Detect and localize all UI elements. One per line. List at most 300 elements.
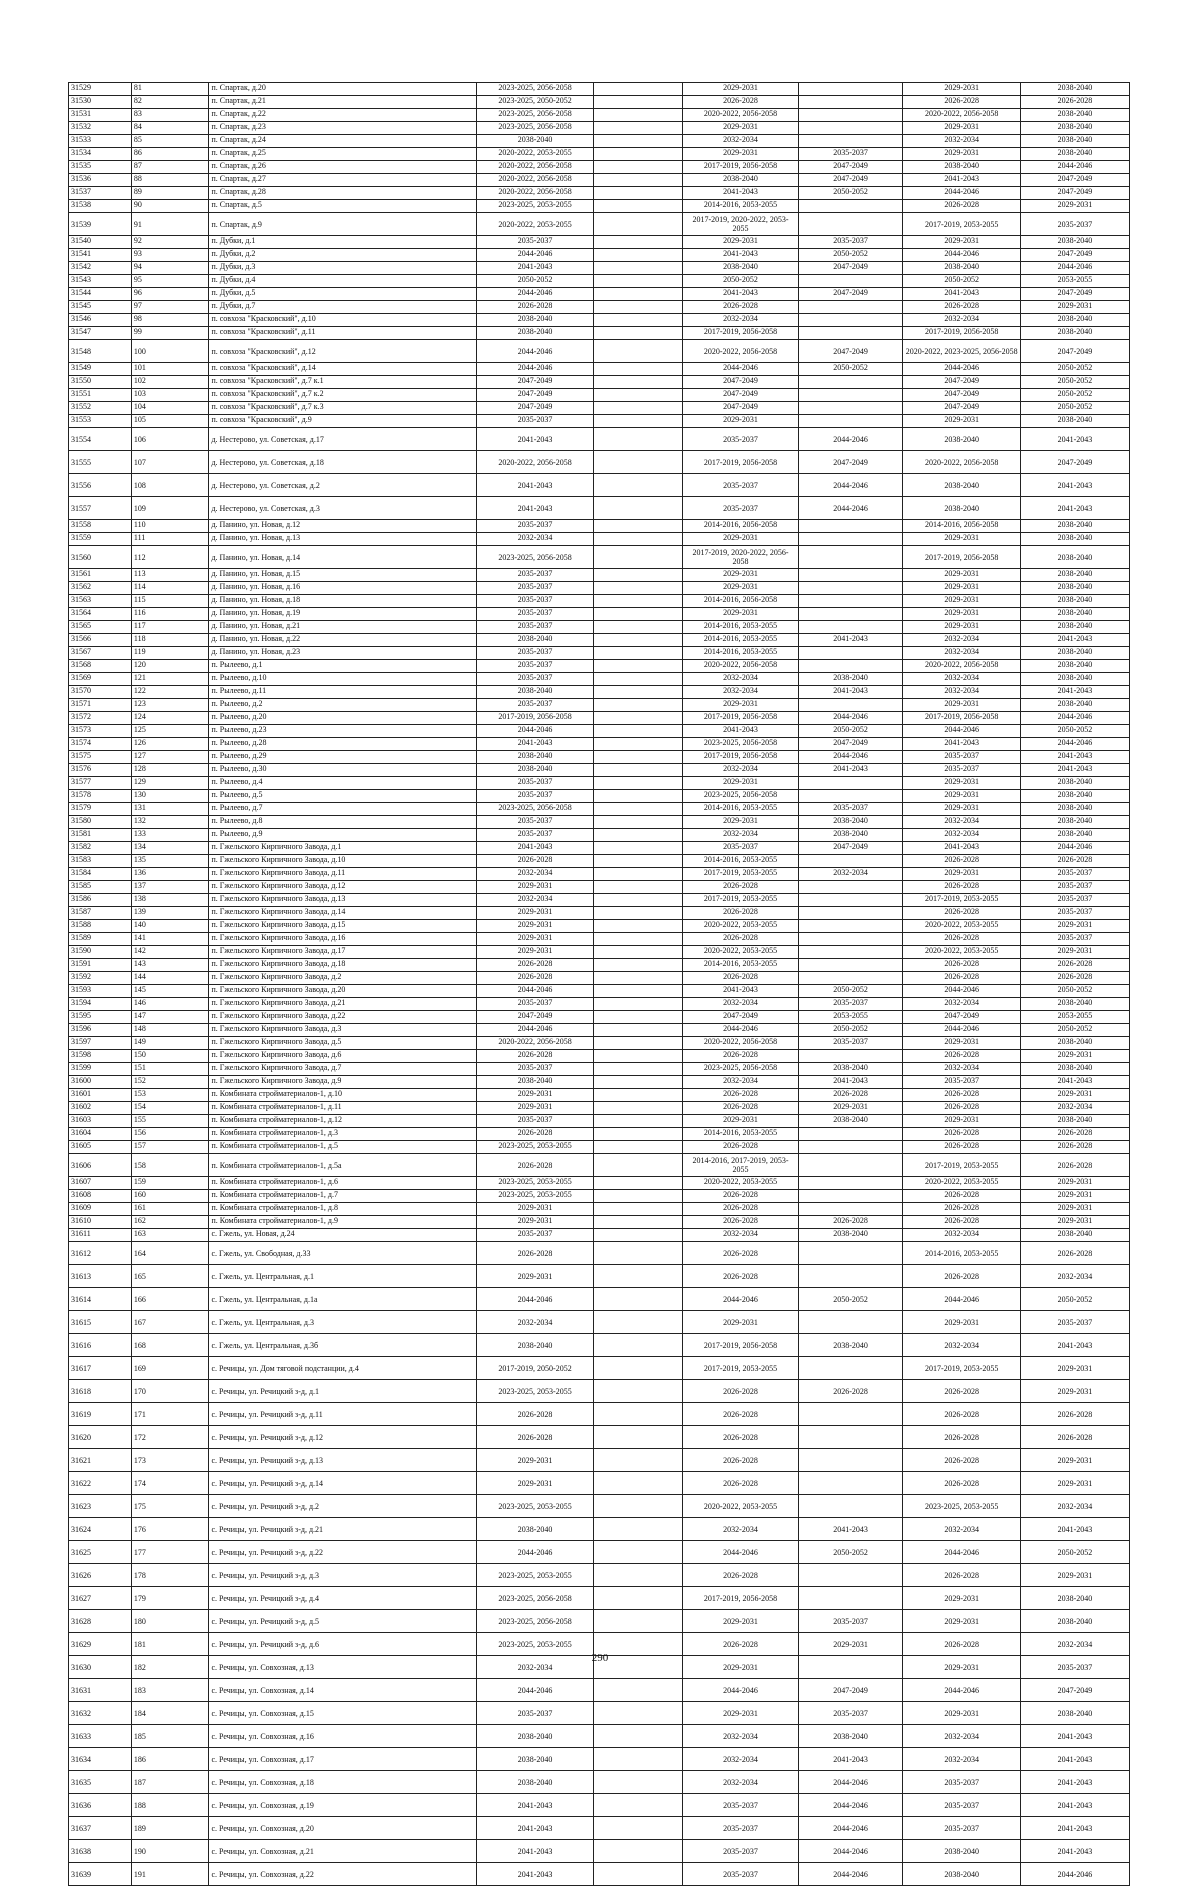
cell-address: с. Речицы, ул. Речицкий з-д, д.1 xyxy=(209,1380,476,1403)
cell-row-number: 140 xyxy=(131,920,209,933)
cell-row-number: 136 xyxy=(131,868,209,881)
cell-period-col-1: 2035-2037 xyxy=(476,1115,593,1128)
cell-address: п. Гжельского Кирпичного Завода, д.13 xyxy=(209,894,476,907)
cell-period-col-1: 2041-2043 xyxy=(476,738,593,751)
cell-address: п. Рылеево, д.8 xyxy=(209,816,476,829)
cell-address: п. Гжельского Кирпичного Завода, д.10 xyxy=(209,855,476,868)
cell-period-col-5: 2026-2028 xyxy=(903,1564,1020,1587)
cell-period-col-1: 2023-2025, 2053-2055 xyxy=(476,1564,593,1587)
table-row xyxy=(69,200,1130,213)
cell-period-col-3: 2026-2028 xyxy=(683,1403,798,1426)
cell-period-col-4: 2047-2049 xyxy=(798,340,903,363)
table-row xyxy=(69,402,1130,415)
cell-period-col-6: 2026-2028 xyxy=(1020,972,1129,985)
cell-period-col-5: 2035-2037 xyxy=(903,1076,1020,1089)
cell-period-col-2 xyxy=(594,920,683,933)
cell-period-col-2 xyxy=(594,451,683,474)
cell-row-number: 87 xyxy=(131,161,209,174)
cell-period-col-4 xyxy=(798,546,903,569)
cell-row-number: 105 xyxy=(131,415,209,428)
cell-period-col-2 xyxy=(594,1725,683,1748)
table-row xyxy=(69,1177,1130,1190)
cell-record-id: 31548 xyxy=(69,340,132,363)
cell-period-col-1: 2044-2046 xyxy=(476,340,593,363)
cell-row-number: 173 xyxy=(131,1449,209,1472)
cell-period-col-3: 2014-2016, 2053-2055 xyxy=(683,621,798,634)
cell-row-number: 147 xyxy=(131,1011,209,1024)
cell-record-id: 31614 xyxy=(69,1288,132,1311)
cell-period-col-6: 2038-2040 xyxy=(1020,83,1129,96)
cell-record-id: 31545 xyxy=(69,301,132,314)
cell-period-col-6: 2038-2040 xyxy=(1020,829,1129,842)
cell-period-col-6: 2038-2040 xyxy=(1020,109,1129,122)
cell-record-id: 31619 xyxy=(69,1403,132,1426)
cell-address: п. Спартак, д.25 xyxy=(209,148,476,161)
cell-record-id: 31597 xyxy=(69,1037,132,1050)
cell-period-col-1: 2023-2025, 2056-2058 xyxy=(476,83,593,96)
cell-period-col-2 xyxy=(594,803,683,816)
cell-period-col-1: 2026-2028 xyxy=(476,972,593,985)
cell-period-col-3: 2032-2034 xyxy=(683,673,798,686)
cell-period-col-3: 2029-2031 xyxy=(683,582,798,595)
cell-period-col-6: 2038-2040 xyxy=(1020,803,1129,816)
cell-period-col-3: 2050-2052 xyxy=(683,275,798,288)
cell-address: п. Рылеево, д.29 xyxy=(209,751,476,764)
cell-address: с. Речицы, ул. Речицкий з-д, д.21 xyxy=(209,1518,476,1541)
cell-row-number: 133 xyxy=(131,829,209,842)
cell-period-col-1: 2020-2022, 2053-2055 xyxy=(476,148,593,161)
cell-period-col-1: 2035-2037 xyxy=(476,569,593,582)
cell-row-number: 115 xyxy=(131,595,209,608)
table-row xyxy=(69,608,1130,621)
cell-period-col-5: 2029-2031 xyxy=(903,868,1020,881)
cell-period-col-5: 2044-2046 xyxy=(903,363,1020,376)
cell-address: с. Гжель, ул. Центральная, д.1 xyxy=(209,1265,476,1288)
cell-row-number: 171 xyxy=(131,1403,209,1426)
cell-row-number: 106 xyxy=(131,428,209,451)
cell-address: с. Речицы, ул. Речицкий з-д, д.3 xyxy=(209,1564,476,1587)
cell-address: д. Панино, ул. Новая, д.22 xyxy=(209,634,476,647)
cell-period-col-4: 2035-2037 xyxy=(798,1037,903,1050)
cell-period-col-4 xyxy=(798,533,903,546)
cell-period-col-4 xyxy=(798,1050,903,1063)
cell-address: с. Гжель, ул. Центральная, д.3 xyxy=(209,1311,476,1334)
cell-period-col-6: 2050-2052 xyxy=(1020,389,1129,402)
cell-row-number: 128 xyxy=(131,764,209,777)
cell-period-col-2 xyxy=(594,660,683,673)
cell-period-col-6: 2026-2028 xyxy=(1020,96,1129,109)
table-row xyxy=(69,1334,1130,1357)
cell-period-col-6: 2041-2043 xyxy=(1020,474,1129,497)
cell-period-col-2 xyxy=(594,122,683,135)
cell-period-col-5: 2032-2034 xyxy=(903,1334,1020,1357)
cell-address: д. Панино, ул. Новая, д.23 xyxy=(209,647,476,660)
cell-period-col-2 xyxy=(594,1050,683,1063)
table-row xyxy=(69,1011,1130,1024)
cell-period-col-6: 2047-2049 xyxy=(1020,340,1129,363)
cell-period-col-2 xyxy=(594,83,683,96)
cell-period-col-6: 2038-2040 xyxy=(1020,1115,1129,1128)
cell-period-col-4 xyxy=(798,1190,903,1203)
cell-period-col-1: 2035-2037 xyxy=(476,520,593,533)
cell-period-col-6: 2035-2037 xyxy=(1020,868,1129,881)
cell-address: с. Гжель, ул. Центральная, д.1а xyxy=(209,1288,476,1311)
table-row xyxy=(69,314,1130,327)
cell-row-number: 91 xyxy=(131,213,209,236)
cell-address: п. Комбината стройматериалов-1, д.6 xyxy=(209,1177,476,1190)
cell-period-col-5: 2029-2031 xyxy=(903,1656,1020,1679)
cell-period-col-2 xyxy=(594,135,683,148)
cell-record-id: 31611 xyxy=(69,1229,132,1242)
cell-period-col-3: 2038-2040 xyxy=(683,262,798,275)
cell-period-col-3: 2017-2019, 2053-2055 xyxy=(683,894,798,907)
cell-period-col-2 xyxy=(594,699,683,712)
cell-address: д. Панино, ул. Новая, д.15 xyxy=(209,569,476,582)
table-row xyxy=(69,148,1130,161)
cell-period-col-1: 2026-2028 xyxy=(476,1128,593,1141)
cell-period-col-4: 2029-2031 xyxy=(798,1102,903,1115)
cell-period-col-4 xyxy=(798,582,903,595)
table-row xyxy=(69,1076,1130,1089)
table-row xyxy=(69,275,1130,288)
cell-period-col-5: 2017-2019, 2053-2055 xyxy=(903,1357,1020,1380)
cell-period-col-6: 2029-2031 xyxy=(1020,1357,1129,1380)
cell-period-col-1: 2038-2040 xyxy=(476,1518,593,1541)
table-row xyxy=(69,855,1130,868)
cell-row-number: 143 xyxy=(131,959,209,972)
table-row xyxy=(69,1089,1130,1102)
cell-period-col-3: 2026-2028 xyxy=(683,1216,798,1229)
table-row xyxy=(69,1449,1130,1472)
cell-period-col-4 xyxy=(798,959,903,972)
cell-record-id: 31574 xyxy=(69,738,132,751)
cell-record-id: 31530 xyxy=(69,96,132,109)
table-row xyxy=(69,881,1130,894)
cell-period-col-4: 2038-2040 xyxy=(798,1725,903,1748)
cell-period-col-6: 2029-2031 xyxy=(1020,1472,1129,1495)
cell-period-col-2 xyxy=(594,972,683,985)
cell-record-id: 31594 xyxy=(69,998,132,1011)
cell-row-number: 109 xyxy=(131,497,209,520)
cell-period-col-2 xyxy=(594,340,683,363)
cell-address: с. Речицы, ул. Совхозная, д.19 xyxy=(209,1794,476,1817)
cell-period-col-4 xyxy=(798,520,903,533)
cell-period-col-6: 2038-2040 xyxy=(1020,1702,1129,1725)
cell-period-col-2 xyxy=(594,148,683,161)
cell-period-col-4: 2050-2052 xyxy=(798,985,903,998)
cell-period-col-6: 2029-2031 xyxy=(1020,1216,1129,1229)
cell-address: п. Рылеево, д.1 xyxy=(209,660,476,673)
cell-period-col-1: 2023-2025, 2053-2055 xyxy=(476,1495,593,1518)
cell-period-col-6: 2041-2043 xyxy=(1020,1076,1129,1089)
cell-period-col-2 xyxy=(594,1357,683,1380)
cell-row-number: 110 xyxy=(131,520,209,533)
cell-address: д. Панино, ул. Новая, д.14 xyxy=(209,546,476,569)
cell-period-col-6: 2038-2040 xyxy=(1020,1587,1129,1610)
cell-row-number: 134 xyxy=(131,842,209,855)
cell-period-col-3: 2026-2028 xyxy=(683,1472,798,1495)
cell-period-col-6: 2044-2046 xyxy=(1020,1863,1129,1886)
cell-period-col-1: 2050-2052 xyxy=(476,275,593,288)
cell-record-id: 31612 xyxy=(69,1242,132,1265)
cell-period-col-5: 2032-2034 xyxy=(903,1725,1020,1748)
cell-row-number: 102 xyxy=(131,376,209,389)
cell-row-number: 127 xyxy=(131,751,209,764)
cell-period-col-1: 2047-2049 xyxy=(476,376,593,389)
cell-record-id: 31637 xyxy=(69,1817,132,1840)
cell-period-col-1: 2017-2019, 2056-2058 xyxy=(476,712,593,725)
cell-period-col-2 xyxy=(594,868,683,881)
cell-period-col-1: 2044-2046 xyxy=(476,1679,593,1702)
cell-address: п. Спартак, д.28 xyxy=(209,187,476,200)
cell-period-col-5: 2026-2028 xyxy=(903,1128,1020,1141)
cell-period-col-2 xyxy=(594,998,683,1011)
cell-record-id: 31573 xyxy=(69,725,132,738)
cell-period-col-5: 2032-2034 xyxy=(903,1229,1020,1242)
cell-row-number: 169 xyxy=(131,1357,209,1380)
cell-address: п. Дубки, д.5 xyxy=(209,288,476,301)
cell-record-id: 31609 xyxy=(69,1203,132,1216)
cell-period-col-1: 2026-2028 xyxy=(476,1426,593,1449)
cell-address: с. Гжель, ул. Свободная, д.33 xyxy=(209,1242,476,1265)
cell-period-col-6: 2050-2052 xyxy=(1020,1541,1129,1564)
table-row xyxy=(69,985,1130,998)
cell-period-col-6: 2038-2040 xyxy=(1020,415,1129,428)
cell-period-col-6: 2050-2052 xyxy=(1020,363,1129,376)
cell-period-col-3: 2014-2016, 2017-2019, 2053-2055 xyxy=(683,1154,798,1177)
cell-row-number: 81 xyxy=(131,83,209,96)
table-row xyxy=(69,1771,1130,1794)
cell-period-col-3: 2026-2028 xyxy=(683,1265,798,1288)
cell-period-col-6: 2050-2052 xyxy=(1020,376,1129,389)
cell-address: с. Речицы, ул. Совхозная, д.14 xyxy=(209,1679,476,1702)
cell-period-col-5: 2029-2031 xyxy=(903,1587,1020,1610)
cell-period-col-6: 2044-2046 xyxy=(1020,842,1129,855)
cell-period-col-1: 2026-2028 xyxy=(476,1050,593,1063)
cell-period-col-5: 2026-2028 xyxy=(903,200,1020,213)
cell-period-col-6: 2032-2034 xyxy=(1020,1495,1129,1518)
cell-period-col-2 xyxy=(594,1587,683,1610)
cell-period-col-2 xyxy=(594,1203,683,1216)
cell-period-col-2 xyxy=(594,474,683,497)
table-row xyxy=(69,738,1130,751)
cell-period-col-5: 2026-2028 xyxy=(903,1102,1020,1115)
cell-period-col-3: 2017-2019, 2056-2058 xyxy=(683,1587,798,1610)
cell-period-col-1: 2035-2037 xyxy=(476,998,593,1011)
cell-record-id: 31565 xyxy=(69,621,132,634)
cell-row-number: 172 xyxy=(131,1426,209,1449)
cell-period-col-2 xyxy=(594,1216,683,1229)
table-row xyxy=(69,933,1130,946)
cell-record-id: 31635 xyxy=(69,1771,132,1794)
cell-period-col-2 xyxy=(594,608,683,621)
cell-period-col-1: 2035-2037 xyxy=(476,647,593,660)
cell-period-col-4 xyxy=(798,1495,903,1518)
cell-row-number: 86 xyxy=(131,148,209,161)
cell-period-col-3: 2026-2028 xyxy=(683,907,798,920)
cell-period-col-4 xyxy=(798,327,903,340)
cell-record-id: 31554 xyxy=(69,428,132,451)
cell-period-col-5: 2020-2022, 2053-2055 xyxy=(903,920,1020,933)
table-row xyxy=(69,376,1130,389)
cell-period-col-4: 2044-2046 xyxy=(798,1771,903,1794)
cell-period-col-4: 2035-2037 xyxy=(798,1610,903,1633)
cell-period-col-2 xyxy=(594,1610,683,1633)
cell-period-col-5: 2029-2031 xyxy=(903,122,1020,135)
cell-period-col-6: 2026-2028 xyxy=(1020,1403,1129,1426)
cell-period-col-6: 2026-2028 xyxy=(1020,855,1129,868)
cell-record-id: 31547 xyxy=(69,327,132,340)
cell-row-number: 184 xyxy=(131,1702,209,1725)
cell-period-col-4 xyxy=(798,1128,903,1141)
table-row xyxy=(69,634,1130,647)
cell-period-col-6: 2038-2040 xyxy=(1020,569,1129,582)
cell-period-col-1: 2026-2028 xyxy=(476,301,593,314)
cell-period-col-5: 2029-2031 xyxy=(903,148,1020,161)
cell-period-col-6: 2038-2040 xyxy=(1020,122,1129,135)
cell-period-col-6: 2038-2040 xyxy=(1020,777,1129,790)
cell-address: п. Дубки, д.3 xyxy=(209,262,476,275)
cell-period-col-1: 2020-2022, 2053-2055 xyxy=(476,213,593,236)
cell-row-number: 112 xyxy=(131,546,209,569)
cell-record-id: 31551 xyxy=(69,389,132,402)
cell-row-number: 168 xyxy=(131,1334,209,1357)
cell-period-col-2 xyxy=(594,1702,683,1725)
cell-row-number: 90 xyxy=(131,200,209,213)
cell-period-col-2 xyxy=(594,712,683,725)
cell-period-col-2 xyxy=(594,1089,683,1102)
cell-address: п. Рылеево, д.10 xyxy=(209,673,476,686)
cell-period-col-3: 2020-2022, 2053-2055 xyxy=(683,920,798,933)
cell-period-col-5: 2032-2034 xyxy=(903,673,1020,686)
cell-period-col-6: 2041-2043 xyxy=(1020,1518,1129,1541)
cell-period-col-1: 2029-2031 xyxy=(476,946,593,959)
cell-period-col-2 xyxy=(594,288,683,301)
cell-address: п. Гжельского Кирпичного Завода, д.1 xyxy=(209,842,476,855)
cell-period-col-5: 2044-2046 xyxy=(903,1679,1020,1702)
cell-period-col-4: 2041-2043 xyxy=(798,1748,903,1771)
cell-period-col-4 xyxy=(798,402,903,415)
table-row xyxy=(69,1748,1130,1771)
cell-address: п. совхоза "Красковский", д.14 xyxy=(209,363,476,376)
cell-record-id: 31639 xyxy=(69,1863,132,1886)
cell-period-col-6: 2038-2040 xyxy=(1020,135,1129,148)
cell-period-col-3: 2044-2046 xyxy=(683,1024,798,1037)
cell-row-number: 180 xyxy=(131,1610,209,1633)
cell-period-col-2 xyxy=(594,764,683,777)
cell-period-col-4: 2038-2040 xyxy=(798,1229,903,1242)
cell-record-id: 31638 xyxy=(69,1840,132,1863)
cell-period-col-4: 2047-2049 xyxy=(798,842,903,855)
cell-period-col-4 xyxy=(798,1426,903,1449)
cell-period-col-5: 2032-2034 xyxy=(903,135,1020,148)
cell-period-col-1: 2023-2025, 2056-2058 xyxy=(476,122,593,135)
table-row xyxy=(69,972,1130,985)
cell-period-col-4: 2044-2046 xyxy=(798,497,903,520)
cell-period-col-3: 2014-2016, 2053-2055 xyxy=(683,1128,798,1141)
cell-period-col-3: 2029-2031 xyxy=(683,148,798,161)
table-row xyxy=(69,1216,1130,1229)
cell-address: п. Гжельского Кирпичного Завода, д.3 xyxy=(209,1024,476,1037)
cell-record-id: 31596 xyxy=(69,1024,132,1037)
cell-row-number: 188 xyxy=(131,1794,209,1817)
cell-period-col-1: 2038-2040 xyxy=(476,634,593,647)
cell-period-col-1: 2041-2043 xyxy=(476,1840,593,1863)
cell-record-id: 31534 xyxy=(69,148,132,161)
cell-period-col-2 xyxy=(594,777,683,790)
cell-address: п. Спартак, д.24 xyxy=(209,135,476,148)
cell-period-col-5: 2029-2031 xyxy=(903,236,1020,249)
cell-period-col-5: 2017-2019, 2056-2058 xyxy=(903,327,1020,340)
cell-period-col-1: 2038-2040 xyxy=(476,686,593,699)
cell-record-id: 31557 xyxy=(69,497,132,520)
cell-period-col-6: 2035-2037 xyxy=(1020,907,1129,920)
cell-period-col-5: 2026-2028 xyxy=(903,1426,1020,1449)
cell-period-col-4: 2050-2052 xyxy=(798,1541,903,1564)
cell-period-col-2 xyxy=(594,402,683,415)
cell-record-id: 31629 xyxy=(69,1633,132,1656)
cell-period-col-3: 2017-2019, 2056-2058 xyxy=(683,751,798,764)
cell-period-col-5: 2041-2043 xyxy=(903,738,1020,751)
table-row xyxy=(69,1141,1130,1154)
cell-address: п. Дубки, д.7 xyxy=(209,301,476,314)
cell-period-col-6: 2035-2037 xyxy=(1020,213,1129,236)
cell-period-col-1: 2020-2022, 2056-2058 xyxy=(476,187,593,200)
table-row xyxy=(69,327,1130,340)
cell-period-col-1: 2041-2043 xyxy=(476,1794,593,1817)
cell-period-col-4: 2038-2040 xyxy=(798,1334,903,1357)
cell-record-id: 31624 xyxy=(69,1518,132,1541)
cell-period-col-2 xyxy=(594,275,683,288)
cell-record-id: 31600 xyxy=(69,1076,132,1089)
cell-period-col-2 xyxy=(594,213,683,236)
cell-address: с. Гжель, ул. Центральная, д.3б xyxy=(209,1334,476,1357)
cell-period-col-5: 2026-2028 xyxy=(903,1633,1020,1656)
table-row xyxy=(69,647,1130,660)
cell-address: п. совхоза "Красковский", д.12 xyxy=(209,340,476,363)
cell-period-col-5: 2029-2031 xyxy=(903,777,1020,790)
cell-period-col-1: 2035-2037 xyxy=(476,829,593,842)
cell-period-col-4 xyxy=(798,1357,903,1380)
cell-record-id: 31552 xyxy=(69,402,132,415)
cell-period-col-1: 2038-2040 xyxy=(476,1748,593,1771)
cell-row-number: 120 xyxy=(131,660,209,673)
cell-record-id: 31622 xyxy=(69,1472,132,1495)
cell-row-number: 116 xyxy=(131,608,209,621)
cell-period-col-2 xyxy=(594,520,683,533)
cell-period-col-4: 2038-2040 xyxy=(798,829,903,842)
cell-record-id: 31558 xyxy=(69,520,132,533)
cell-period-col-1: 2029-2031 xyxy=(476,1203,593,1216)
cell-period-col-5: 2032-2034 xyxy=(903,816,1020,829)
cell-period-col-2 xyxy=(594,1024,683,1037)
cell-row-number: 129 xyxy=(131,777,209,790)
cell-address: п. совхоза "Красковский", д.7 к.2 xyxy=(209,389,476,402)
cell-row-number: 157 xyxy=(131,1141,209,1154)
cell-period-col-1: 2026-2028 xyxy=(476,1403,593,1426)
cell-period-col-3: 2026-2028 xyxy=(683,1102,798,1115)
cell-period-col-1: 2035-2037 xyxy=(476,608,593,621)
schedule-table-body xyxy=(69,83,1130,1886)
cell-row-number: 122 xyxy=(131,686,209,699)
cell-row-number: 151 xyxy=(131,1063,209,1076)
table-row xyxy=(69,497,1130,520)
cell-period-col-5: 2017-2019, 2056-2058 xyxy=(903,546,1020,569)
cell-period-col-5: 2029-2031 xyxy=(903,83,1020,96)
cell-address: п. Комбината стройматериалов-1, д.9 xyxy=(209,1216,476,1229)
cell-period-col-5: 2035-2037 xyxy=(903,1817,1020,1840)
cell-period-col-4 xyxy=(798,389,903,402)
